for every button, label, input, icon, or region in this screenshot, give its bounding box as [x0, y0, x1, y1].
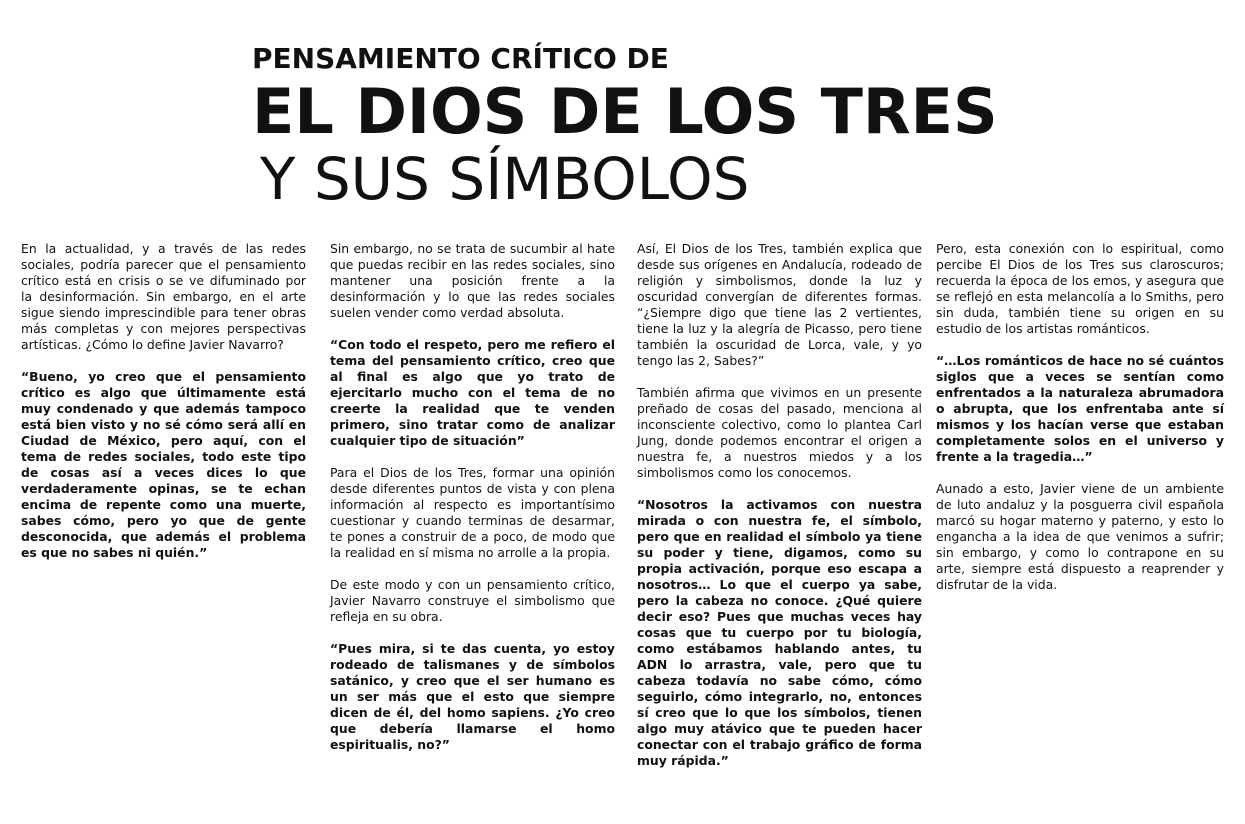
body-paragraph: Para el Dios de los Tres, formar una opinión desde diferentes puntos de vista y con plena información al respecto es importantísimo cuestionar y cuando terminas de desarmar, te pones a construir de a poco, de modo que la realidad en sí misma no arrolle a la propia.	[330, 465, 615, 560]
body-paragraph: Aunado a esto, Javier viene de un ambiente de luto andaluz y la posguerra civil española marcó su hogar materno y paterno, y esto lo engancha a la idea de que venimos a sufrir; sin embargo, y como lo contrapone en su arte, siempre está dispuesto a reaprender y disfrutar de la vida.	[936, 481, 1224, 592]
quote-paragraph: “…Los románticos de hace no sé cuántos siglos que a veces se sentían como enfrentados a la naturaleza abrumadora o abrupta, que los enfrentaba ante sí mismos y los hacían verse que estaban completamente solos en el universo y frente a la tragedia…”	[936, 353, 1224, 464]
body-paragraph: De este modo y con un pensamiento crítico, Javier Navarro construye el simbolismo que refleja en su obra.	[330, 577, 615, 624]
quote-paragraph: “Con todo el respeto, pero me refiero el tema del pensamiento crítico, creo que al final es algo que yo trato de ejercitarlo mucho con el tema de no creerte la realidad que te venden primero, sino tratar como de analizar cualquier tipo de situación”	[330, 337, 615, 448]
quote-paragraph: “Bueno, yo creo que el pensamiento crítico es algo que últimamente está muy condenado y que además tampoco está bien visto y no sé cómo será allí en Ciudad de México, pero aquí, con el tema de redes sociales, todo este tipo de cosas así a veces dices lo que verdaderamente opinas, se te echan encima de repente como una muerte, sabes cómo, pero yo que de gente desconocida, que además el problema es que no sabes ni quién.”	[21, 369, 306, 560]
article-subhead: Y SUS SÍMBOLOS	[260, 145, 750, 213]
article-kicker: PENSAMIENTO CRÍTICO DE	[252, 42, 669, 75]
body-paragraph: También afirma que vivimos en un presente preñado de cosas del pasado, menciona al inconsciente colectivo, como lo plantea Carl Jung, donde podemos encontrar el origen a nuestra fe, a nuestros miedos y a los simbolismos como los conocemos.	[637, 385, 922, 480]
quote-paragraph: “Pues mira, si te das cuenta, yo estoy rodeado de talismanes y de símbolos satánico, y creo que el ser humano es un ser más que el esto que siempre dicen de él, del homo sapiens. ¿Yo creo que debería llamarse el homo espiritualis, no?”	[330, 641, 615, 752]
body-paragraph: Así, El Dios de los Tres, también explica que desde sus orígenes en Andalucía, rodeado de religión y simbolismos, donde la luz y oscuridad convergían de diferentes formas. “¿Siempre digo que tiene las 2 vertientes, tiene la luz y la alegría de Picasso, pero tiene también la oscuridad de Lorca, vale, y yo tengo las 2, Sabes?”	[637, 241, 922, 368]
article-headline: EL DIOS DE LOS TRES	[252, 75, 998, 148]
body-paragraph: Pero, esta conexión con lo espiritual, como percibe El Dios de los Tres sus claroscuros; recuerda la época de los emos, y asegura que se reflejó en esta melancolía a lo Smiths, pero sin duda, también tiene su origen en su estudio de los artistas románticos.	[936, 241, 1224, 336]
text-column-4	[936, 241, 1224, 609]
text-column-3	[637, 241, 922, 785]
text-column-1	[21, 241, 306, 577]
body-paragraph: Sin embargo, no se trata de sucumbir al hate que puedas recibir en las redes sociales, sino mantener una posición frente a la desinformación y lo que las redes sociales suelen vender como verdad absoluta.	[330, 241, 615, 320]
quote-paragraph: “Nosotros la activamos con nuestra mirada o con nuestra fe, el símbolo, pero que en realidad el símbolo ya tiene su poder y tiene, digamos, como su propia activación, porque eso escapa a nosotros… Lo que el cuerpo ya sabe, pero la cabeza no conoce. ¿Qué quiere decir eso? Pues que muchas veces hay cosas que tu cuerpo por tu biología, como estábamos hablando antes, tu ADN lo arrastra, vale, pero que tu cabeza todavía no sabe cómo, cómo seguirlo, cómo integrarlo, no, entonces sí creo que lo que los símbolos, tienen algo muy atávico que te pueden hacer conectar con el trabajo gráfico de forma muy rápida.”	[637, 497, 922, 768]
text-column-2	[330, 241, 615, 769]
article-header	[252, 40, 1232, 212]
intro-paragraph: En la actualidad, y a través de las redes sociales, podría parecer que el pensamiento crítico está en crisis o se ve difuminado por la desinformación. Sin embargo, en el arte sigue siendo imprescindible para tener obras más completas y con mejores perspectivas artísticas. ¿Cómo lo define Javier Navarro?	[21, 241, 306, 352]
